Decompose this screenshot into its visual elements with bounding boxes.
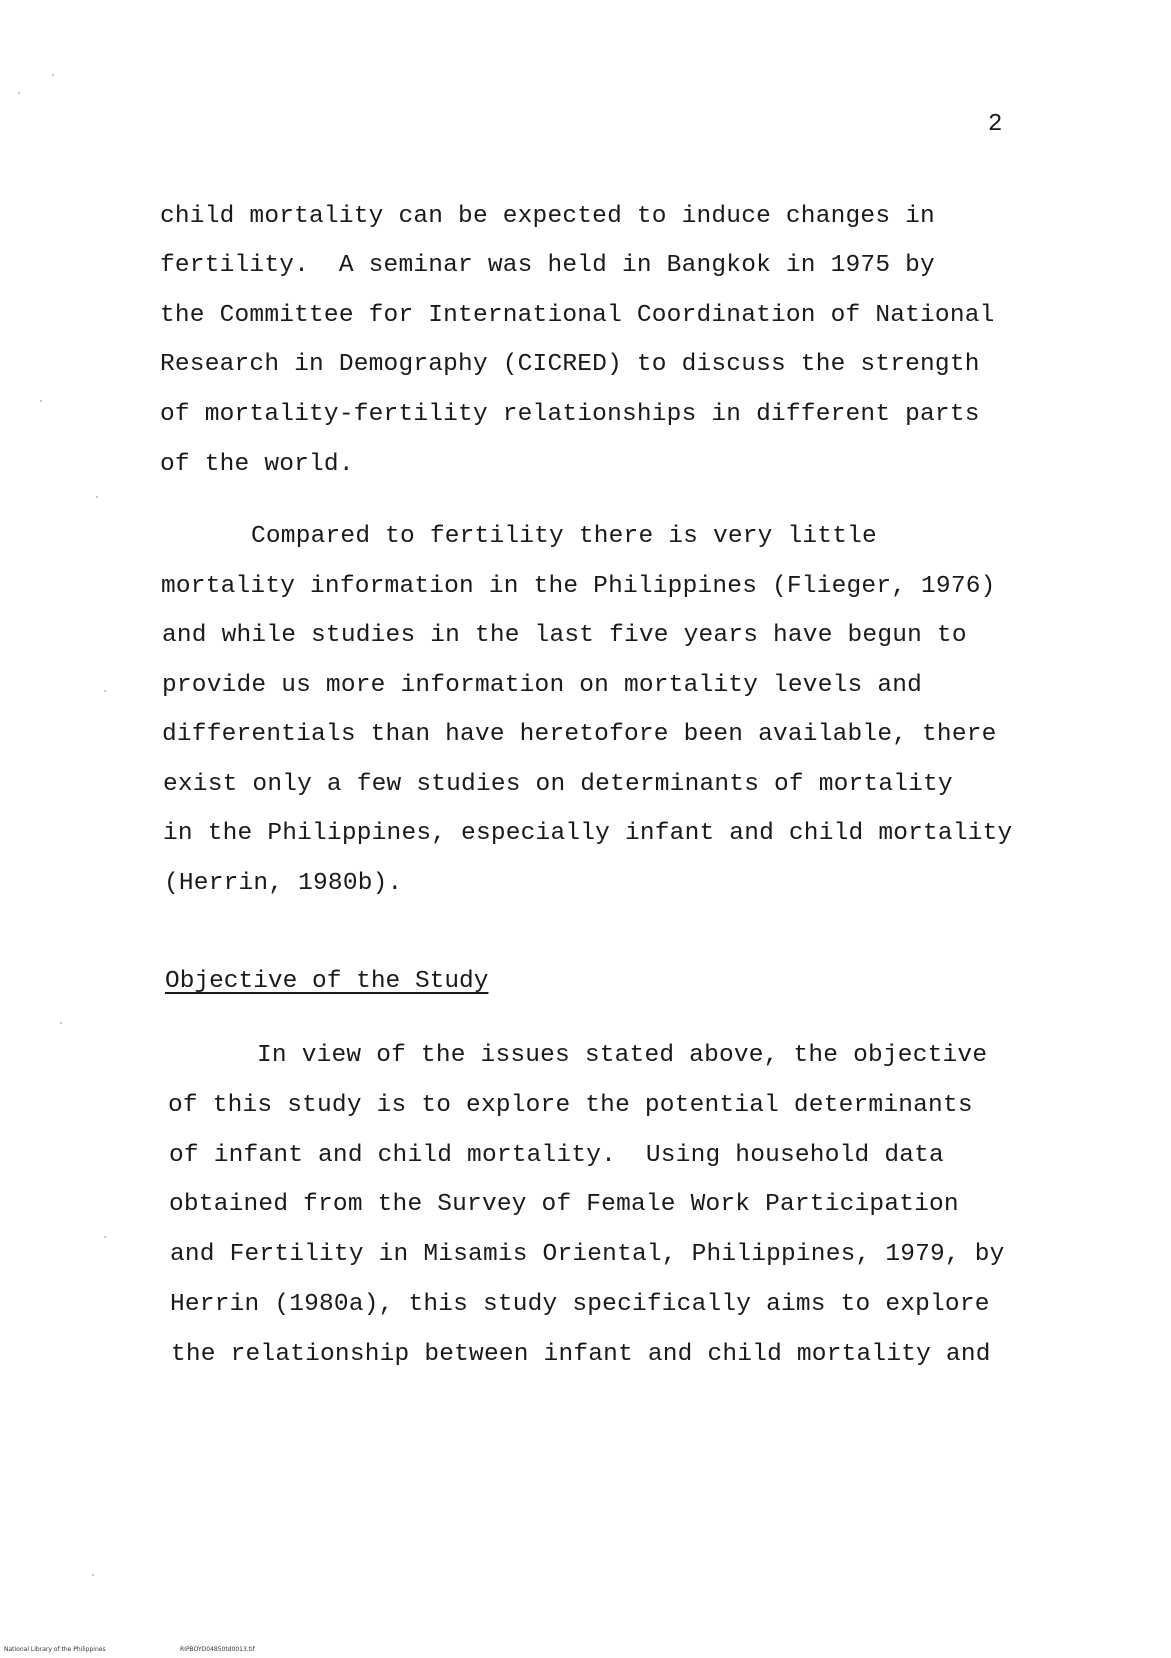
scan-speck xyxy=(104,1236,106,1238)
paragraph-2-line-1: Compared to fertility there is very little xyxy=(251,523,877,550)
page-number: 2 xyxy=(988,111,1003,138)
scan-speck xyxy=(92,1574,94,1576)
paragraph-3-line-3: of infant and child mortality. Using household data xyxy=(169,1142,944,1169)
footer-file-id: RIPBOYD04850td0013.tif xyxy=(180,1646,255,1653)
paragraph-1-line-4: Research in Demography (CICRED) to discuss the strength xyxy=(160,351,980,378)
paragraph-1-line-3: the Committee for International Coordination of National xyxy=(160,302,995,329)
section-heading: Objective of the Study xyxy=(165,968,489,995)
scan-speck xyxy=(40,400,42,402)
paragraph-2-line-4: provide us more information on mortality levels and xyxy=(162,672,923,699)
paragraph-2-line-2: mortality information in the Philippines (Flieger, 1976) xyxy=(161,573,996,600)
paragraph-3-line-4: obtained from the Survey of Female Work Participation xyxy=(169,1191,959,1218)
paragraph-1-line-2: fertility. A seminar was held in Bangkok in 1975 by xyxy=(160,252,935,279)
paragraph-3-line-6: Herrin (1980a), this study specifically aims to explore xyxy=(170,1291,990,1318)
paragraph-2-line-5: differentials than have heretofore been available, there xyxy=(162,721,997,748)
paragraph-2-line-8: (Herrin, 1980b). xyxy=(164,870,403,897)
scan-speck xyxy=(104,690,106,692)
paragraph-3-line-7: the relationship between infant and child mortality and xyxy=(171,1341,991,1368)
paragraph-2-line-3: and while studies in the last five years have begun to xyxy=(162,622,967,649)
scan-speck xyxy=(18,92,20,94)
paragraph-3-line-2: of this study is to explore the potential determinants xyxy=(168,1092,973,1119)
paragraph-1-line-6: of the world. xyxy=(160,451,354,478)
paragraph-3-line-5: and Fertility in Misamis Oriental, Philippines, 1979, by xyxy=(170,1241,1005,1268)
paragraph-2-line-6: exist only a few studies on determinants of mortality xyxy=(163,771,953,798)
footer-library: National Library of the Philippines xyxy=(4,1646,106,1653)
paragraph-1-line-5: of mortality-fertility relationships in different parts xyxy=(160,401,980,428)
paragraph-3-line-1: In view of the issues stated above, the objective xyxy=(257,1042,988,1069)
scan-speck xyxy=(60,1022,62,1024)
scan-speck xyxy=(96,496,98,498)
scan-speck xyxy=(52,74,54,76)
paragraph-1-line-1: child mortality can be expected to induce changes in xyxy=(160,203,935,230)
paragraph-2-line-7: in the Philippines, especially infant and child mortality xyxy=(163,820,1013,847)
